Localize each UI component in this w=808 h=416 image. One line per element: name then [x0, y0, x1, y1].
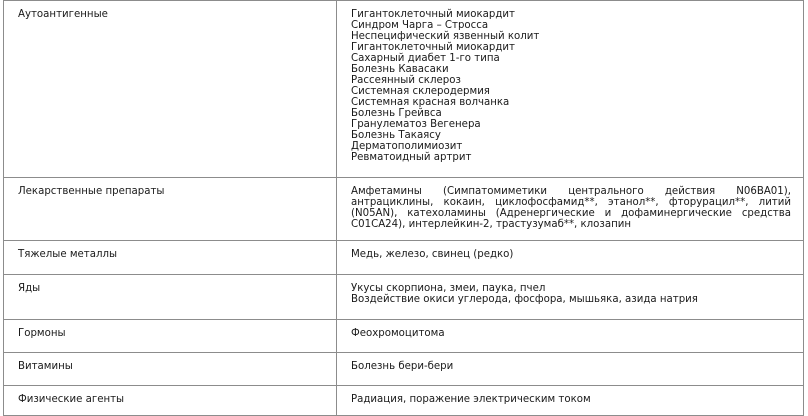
description-cell	[337, 320, 804, 353]
table-row	[4, 1, 804, 178]
list-item: Рассеянный склероз	[351, 75, 461, 86]
description-cell	[337, 241, 804, 275]
table-row	[4, 353, 804, 386]
table-row	[4, 178, 804, 241]
list-item: Болезнь Такаясу	[351, 130, 441, 141]
description-cell	[337, 386, 804, 416]
description-cell	[337, 275, 804, 320]
category-cell: Витамины	[4, 353, 337, 386]
table-row	[4, 320, 804, 353]
description-cell	[337, 353, 804, 386]
list-item: Воздействие окиси углерода, фосфора, мышьяка, азида натрия	[351, 294, 698, 305]
list-item: Гигантоклеточный миокардит	[351, 42, 515, 53]
category-cell: Гормоны	[4, 320, 337, 353]
list-item: Болезнь Кавасаки	[351, 64, 449, 75]
list-item: Феохромоцитома	[351, 328, 445, 339]
list-item: Синдром Чарга – Стросса	[351, 20, 489, 31]
list-item: Укусы скорпиона, змеи, паука, пчел	[351, 283, 546, 294]
table-row	[4, 275, 804, 320]
list-item: Неспецифический язвенный колит	[351, 31, 540, 42]
list-item: Системная красная волчанка	[351, 97, 510, 108]
category-cell: Физические агенты	[4, 386, 337, 416]
list-item: Медь, железо, свинец (редко)	[351, 249, 514, 260]
category-cell: Яды	[4, 275, 337, 320]
description-cell	[337, 178, 804, 241]
description-cell	[337, 1, 804, 178]
list-item: Сахарный диабет 1-го типа	[351, 53, 500, 64]
category-cell: Аутоантигенные	[4, 1, 337, 178]
list-item: Дерматополимиозит	[351, 141, 463, 152]
category-cell: Лекарственные препараты	[4, 178, 337, 241]
category-cell: Тяжелые металлы	[4, 241, 337, 275]
list-item: Ревматоидный артрит	[351, 152, 472, 163]
etiology-table	[3, 0, 804, 416]
list-item: Гигантоклеточный миокардит	[351, 9, 515, 20]
list-item: Гранулематоз Вегенера	[351, 119, 481, 130]
drug-list-paragraph: Амфетамины (Симпатомиметики центрального действия N06BA01), антрациклины, кокаин, циклофосфамид**, этанол**, фторурацил**, литий (N05AN), катехоламины (Адренергические и дофаминергические средства C01CA24), интерлейкин-2, трастузумаб**, клозапин	[351, 186, 791, 230]
list-item: Болезнь бери-бери	[351, 361, 454, 372]
table-row	[4, 241, 804, 275]
list-item: Радиация, поражение электрическим током	[351, 394, 591, 405]
list-item: Болезнь Грейвса	[351, 108, 442, 119]
list-item: Системная склеродермия	[351, 86, 490, 97]
table-row	[4, 386, 804, 416]
